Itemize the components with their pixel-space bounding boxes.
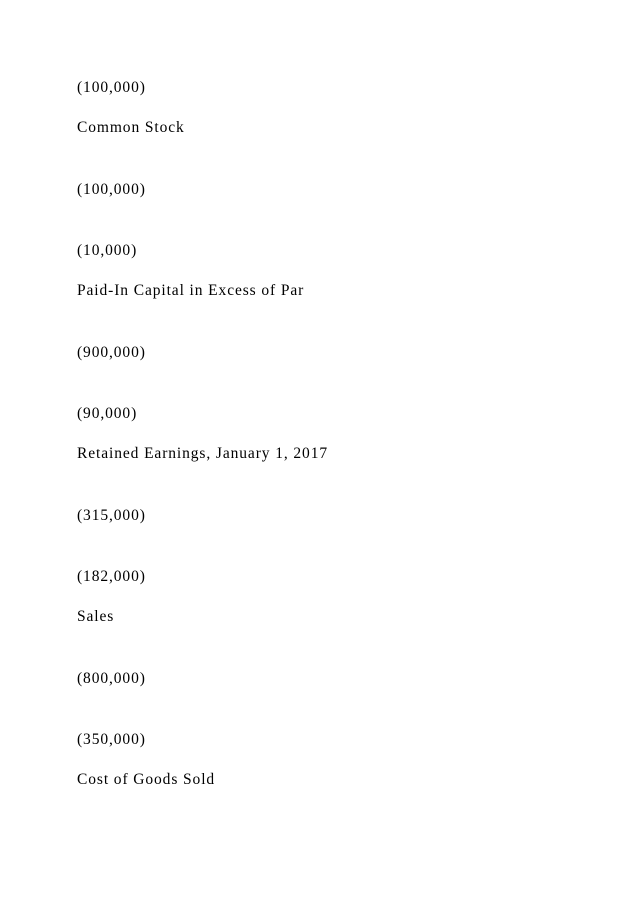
amount-line: (350,000) — [77, 731, 146, 748]
account-line: Common Stock — [77, 119, 185, 136]
amount-line: (100,000) — [77, 79, 146, 96]
amount-line: (182,000) — [77, 568, 146, 585]
amount-line: (800,000) — [77, 670, 146, 687]
account-line: Cost of Goods Sold — [77, 771, 216, 788]
amount-line: (10,000) — [77, 242, 138, 259]
amount-line: (90,000) — [77, 405, 138, 422]
amount-line: (100,000) — [77, 181, 146, 198]
amount-line: (900,000) — [77, 344, 146, 361]
account-line: Sales — [77, 608, 115, 625]
amount-line: (315,000) — [77, 507, 146, 524]
account-line: Paid-In Capital in Excess of Par — [77, 282, 305, 299]
account-line: Retained Earnings, January 1, 2017 — [77, 445, 328, 462]
